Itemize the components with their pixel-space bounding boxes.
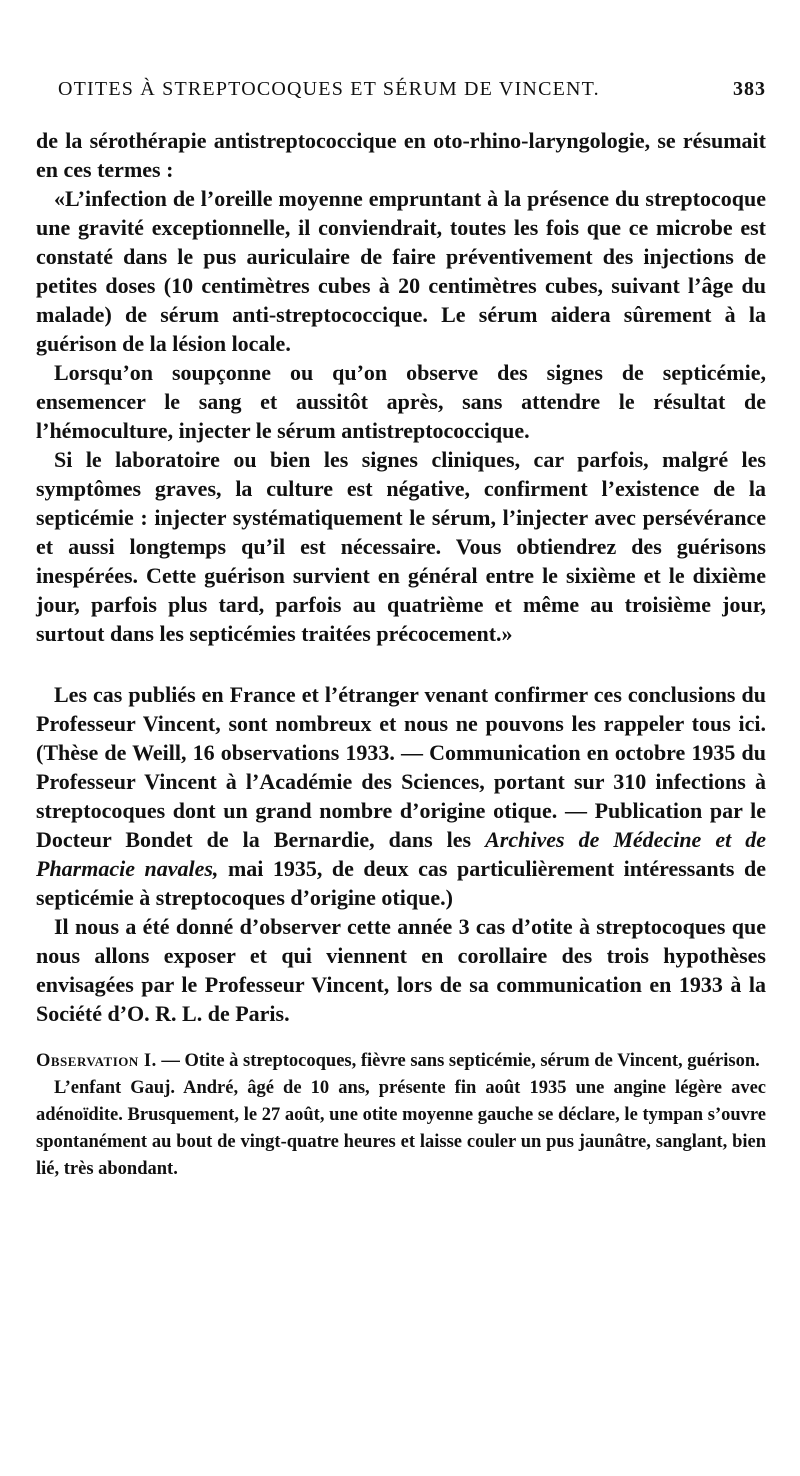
page-number: 383: [733, 78, 766, 100]
observation-heading: [36, 1048, 766, 1075]
running-header: [36, 78, 766, 124]
observation-spacer: [36, 1028, 766, 1048]
observation-section: [36, 1048, 766, 1183]
observation-label: Observation I.: [36, 1051, 157, 1071]
journal-title: Archives de Médecine et de Pharmacie navales,: [36, 827, 766, 881]
cas-text-before: Les cas publiés en France et l’étranger venant confirmer ces conclusions du Professeur Vincent, sont nombreux et nous ne pouvons les rappeler tous ici. (Thèse de Weill, 16 observations 1933. — Communication en octobre 1935 du Professeur Vincent à l’Académie des Sciences, portant sur 310 infections à streptocoques dont un grand nombre d’origine otique. — Publication par le Docteur Bondet de la Bernardie, dans les: [36, 682, 766, 852]
paragraph-quote-2: Lorsqu’on soupçonne ou qu’on observe des signes de septicémie, ensemencer le sang et aussitôt après, sans attendre le résultat de l’hémoculture, injecter le sérum antistreptococcique.: [36, 360, 766, 443]
paragraph-observed-cases: Il nous a été donné d’observer cette année 3 cas d’otite à streptocoques que nous allons exposer et qui viennent en corollaire des trois hypothèses envisagées par le Professeur Vincent, lors de sa communication en 1933 à la Société d’O. R. L. de Paris.: [36, 914, 766, 1026]
paragraph-published-cases: [36, 680, 766, 912]
running-title: OTITES À STREPTOCOQUES ET SÉRUM DE VINCENT.: [58, 78, 600, 100]
section-spacer: [36, 648, 766, 680]
main-text: [36, 126, 766, 1028]
paragraph-intro: de la sérothérapie antistreptococcique en oto-rhino-laryngologie, se résumait en ces termes :: [36, 128, 766, 182]
paragraph-quote-3: Si le laboratoire ou bien les signes cliniques, car parfois, malgré les symptômes graves, la culture est négative, confirment l’existence de la septicémie : injecter systématiquement le sérum, l’injecter avec persévérance et aussi longtemps qu’il est nécessaire. Vous obtiendrez des guérisons inespérées. Cette guérison survient en général entre le sixième et le dixième jour, parfois plus tard, parfois au quatrième et même au troisième jour, surtout dans les septicémies traitées précocement.»: [36, 447, 766, 646]
observation-title: — Otite à streptocoques, fièvre sans septicémie, sérum de Vincent, guérison.: [156, 1051, 760, 1071]
cas-text-after: mai 1935, de deux cas particulièrement intéressants de septicémie à streptocoques d’origine otique.): [36, 856, 766, 910]
observation-body: L’enfant Gauj. André, âgé de 10 ans, présente fin août 1935 une angine légère avec adénoïdite. Brusquement, le 27 août, une otite moyenne gauche se déclare, le tympan s’ouvre spontanément au bout de vingt-quatre heures et laisse couler un pus jaunâtre, sanglant, bien lié, très abondant.: [36, 1078, 766, 1179]
book-page: [36, 78, 766, 1183]
paragraph-quote-1: «L’infection de l’oreille moyenne empruntant à la présence du streptocoque une gravité exceptionnelle, il conviendrait, toutes les fois que ce microbe est constaté dans le pus auriculaire de faire préventivement des injections de petites doses (10 centimètres cubes à 20 centimètres cubes, suivant l’âge du malade) de sérum anti-streptococcique. Le sérum aidera sûrement à la guérison de la lésion locale.: [36, 186, 766, 356]
